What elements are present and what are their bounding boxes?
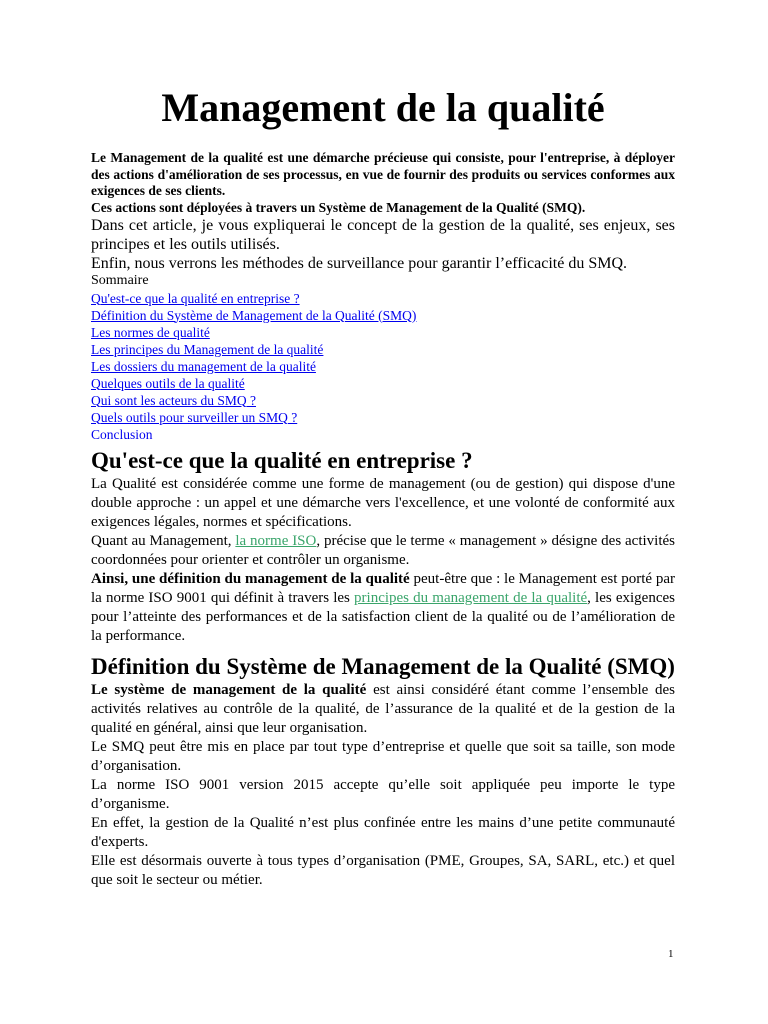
section1-paragraph-3 xyxy=(91,570,675,646)
list-item xyxy=(91,358,675,375)
text-span: , précise que le terme « management » désigne des activités coordonnées pour orienter et contrôler un organisme. xyxy=(91,532,675,568)
page-number: 1 xyxy=(668,948,674,960)
list-item xyxy=(91,426,675,443)
intro-paragraph-2: Ces actions sont déployées à travers un Système de Management de la Qualité (SMQ). xyxy=(91,199,586,215)
toc-link-normes[interactable]: Les normes de qualité xyxy=(91,324,210,340)
toc-link-definition-smq[interactable]: Définition du Système de Management de la Qualité (SMQ) xyxy=(91,307,417,323)
list-item xyxy=(91,409,675,426)
section2-paragraph-4: En effet, la gestion de la Qualité n’est plus confinée entre les mains d’une petite communauté d'experts. xyxy=(91,814,675,850)
text-span: est ainsi considéré étant comme l’ensemble des activités relatives au contrôle de la qualité, de l’assurance de la qualité et de la gestion de la qualité en général, ainsi que leur organisation. xyxy=(91,681,676,736)
toc-link-conclusion[interactable]: Conclusion xyxy=(91,426,153,442)
list-item xyxy=(91,341,675,358)
text-span: peut-être que : le Management est porté par la norme ISO 9001 qui définit à travers les xyxy=(91,570,675,606)
section2-paragraph-3: La norme ISO 9001 version 2015 accepte qu’elle soit appliquée peu importe le type d’organisme. xyxy=(91,776,675,812)
link-principes-management[interactable]: principes du management de la qualité xyxy=(354,589,588,606)
section2-paragraph-5: Elle est désormais ouverte à tous types d’organisation (PME, Groupes, SA, SARL, etc.) et quel que soit le secteur ou métier. xyxy=(91,852,675,888)
toc-link-principes[interactable]: Les principes du Management de la qualité xyxy=(91,341,324,357)
toc-link-acteurs[interactable]: Qui sont les acteurs du SMQ ? xyxy=(91,392,256,408)
section2-paragraph-1 xyxy=(91,681,675,738)
sommaire-title: Sommaire xyxy=(91,273,149,288)
section-heading-qualite-entreprise: Qu'est-ce que la qualité en entreprise ? xyxy=(91,447,473,473)
list-item xyxy=(91,392,675,409)
toc-link-dossiers[interactable]: Les dossiers du management de la qualité xyxy=(91,358,316,374)
table-of-contents xyxy=(91,290,675,443)
intro-paragraph-4: Enfin, nous verrons les méthodes de surveillance pour garantir l’efficacité du SMQ. xyxy=(91,255,627,272)
text-span: , les exigences pour l’atteinte des performances et de la satisfaction client de la qualité ou de l’amélioration de la performance. xyxy=(91,589,675,644)
list-item xyxy=(91,307,675,324)
intro-paragraph-3: Dans cet article, je vous expliquerai le concept de la gestion de la qualité, ses enjeux, ses principes et les outils utilisés. xyxy=(91,217,675,253)
intro-paragraph-1: Le Management de la qualité est une démarche précieuse qui consiste, pour l'entreprise, à déployer des actions d'amélioration de ses processus, en vue de fournir des produits ou services conformes aux exigences de ses clients. xyxy=(91,150,675,198)
bold-text: Le système de management de la qualité xyxy=(91,681,367,698)
section1-paragraph-2 xyxy=(91,532,675,570)
section-heading-definition-smq: Définition du Système de Management de la Qualité (SMQ) xyxy=(91,653,675,679)
section1-paragraph-1: La Qualité est considérée comme une forme de management (ou de gestion) qui dispose d'une double approche : un appel et une démarche vers l'excellence, et une volonté de conformité aux exigences légales, normes et spécifications. xyxy=(91,475,675,530)
list-item xyxy=(91,324,675,341)
list-item xyxy=(91,290,675,307)
toc-link-qualite-entreprise[interactable]: Qu'est-ce que la qualité en entreprise ? xyxy=(91,290,300,306)
text-span: Quant au Management, xyxy=(91,532,236,549)
page-title: Management de la qualité xyxy=(161,85,605,130)
document-page xyxy=(91,84,675,890)
toc-link-surveiller[interactable]: Quels outils pour surveiller un SMQ ? xyxy=(91,409,298,425)
bold-text: Ainsi, une définition du management de la qualité xyxy=(91,570,410,587)
list-item xyxy=(91,375,675,392)
link-norme-iso[interactable]: la norme ISO xyxy=(235,532,317,549)
section2-paragraph-2: Le SMQ peut être mis en place par tout type d’entreprise et quelle que soit sa taille, son mode d’organisation. xyxy=(91,738,675,774)
toc-link-outils[interactable]: Quelques outils de la qualité xyxy=(91,375,245,391)
